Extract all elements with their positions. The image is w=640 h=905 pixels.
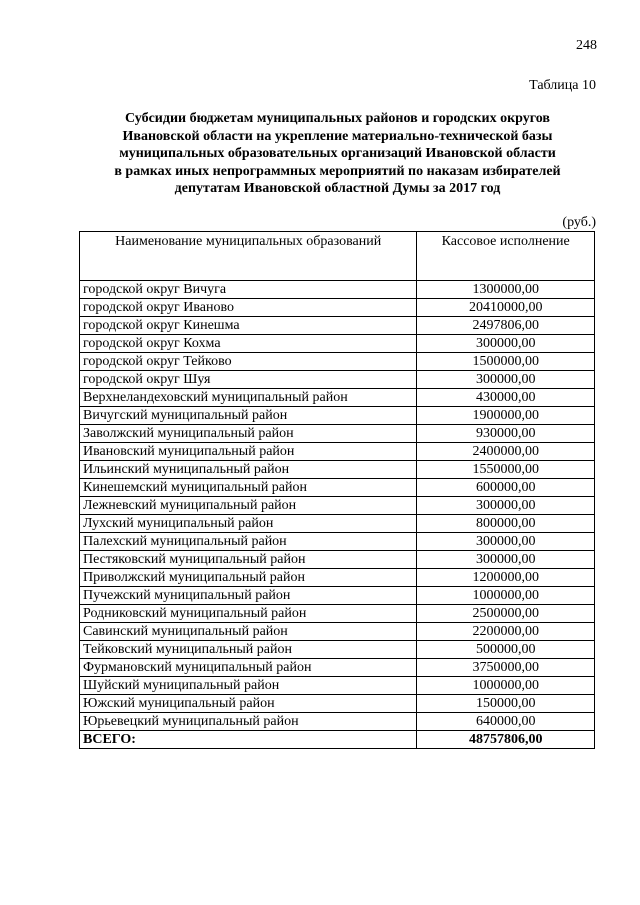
table-row	[80, 335, 595, 353]
municipality-name: Верхнеландеховский муниципальный район	[80, 389, 417, 407]
table-row	[80, 623, 595, 641]
cash-execution-value: 300000,00	[417, 551, 595, 569]
municipality-name: Пучежский муниципальный район	[80, 587, 417, 605]
cash-execution-value: 640000,00	[417, 713, 595, 731]
municipality-name: Лежневский муниципальный район	[80, 497, 417, 515]
table-row	[80, 317, 595, 335]
table-row	[80, 515, 595, 533]
table-row	[80, 533, 595, 551]
cash-execution-value: 600000,00	[417, 479, 595, 497]
cash-execution-value: 300000,00	[417, 371, 595, 389]
municipality-name: Пестяковский муниципальный район	[80, 551, 417, 569]
cash-execution-value: 1900000,00	[417, 407, 595, 425]
municipality-name: Приволжский муниципальный район	[80, 569, 417, 587]
table-row	[80, 281, 595, 299]
cash-execution-value: 2500000,00	[417, 605, 595, 623]
municipality-name: Кинешемский муниципальный район	[80, 479, 417, 497]
table-row	[80, 353, 595, 371]
table-row	[80, 695, 595, 713]
municipality-name: городской округ Тейково	[80, 353, 417, 371]
cash-execution-value: 1300000,00	[417, 281, 595, 299]
table-row	[80, 299, 595, 317]
cash-execution-value: 800000,00	[417, 515, 595, 533]
municipality-name: Юрьевецкий муниципальный район	[80, 713, 417, 731]
cash-execution-value: 1550000,00	[417, 461, 595, 479]
table-row	[80, 641, 595, 659]
title-line: муниципальных образовательных организаций Ивановской области	[119, 146, 556, 162]
municipality-name: Заволжский муниципальный район	[80, 425, 417, 443]
cash-execution-value: 1500000,00	[417, 353, 595, 371]
municipality-name: Родниковский муниципальный район	[80, 605, 417, 623]
table-body	[80, 281, 595, 749]
cash-execution-value: 300000,00	[417, 335, 595, 353]
municipality-name: Шуйский муниципальный район	[80, 677, 417, 695]
column-header-name: Наименование муниципальных образований	[80, 232, 417, 281]
column-header-amount: Кассовое исполнение	[417, 232, 595, 281]
municipality-name: городской округ Вичуга	[80, 281, 417, 299]
municipality-name: Вичугский муниципальный район	[80, 407, 417, 425]
municipality-name: городской округ Кинешма	[80, 317, 417, 335]
table-row	[80, 479, 595, 497]
municipality-name: городской округ Шуя	[80, 371, 417, 389]
municipality-name: Южский муниципальный район	[80, 695, 417, 713]
table-row	[80, 425, 595, 443]
cash-execution-value: 2200000,00	[417, 623, 595, 641]
table-row	[80, 551, 595, 569]
table-row	[80, 371, 595, 389]
table-row	[80, 677, 595, 695]
table-total-row	[80, 731, 595, 749]
cash-execution-value: 300000,00	[417, 497, 595, 515]
cash-execution-value: 20410000,00	[417, 299, 595, 317]
table-row	[80, 605, 595, 623]
table-row	[80, 659, 595, 677]
document-title	[80, 110, 595, 198]
municipality-name: Тейковский муниципальный район	[80, 641, 417, 659]
currency-unit: (руб.)	[562, 215, 596, 230]
table-row	[80, 587, 595, 605]
cash-execution-value: 3750000,00	[417, 659, 595, 677]
cash-execution-value: 1200000,00	[417, 569, 595, 587]
table-caption: Таблица 10	[529, 78, 596, 93]
municipality-name: городской округ Кохма	[80, 335, 417, 353]
title-line: Субсидии бюджетам муниципальных районов и городских округов	[125, 111, 550, 126]
cash-execution-value: 500000,00	[417, 641, 595, 659]
municipality-name: Палехский муниципальный район	[80, 533, 417, 551]
cash-execution-value: 1000000,00	[417, 677, 595, 695]
municipality-name: Ивановский муниципальный район	[80, 443, 417, 461]
municipality-name: Ильинский муниципальный район	[80, 461, 417, 479]
subsidies-table	[79, 231, 595, 749]
table-row	[80, 389, 595, 407]
municipality-name: Савинский муниципальный район	[80, 623, 417, 641]
cash-execution-value: 930000,00	[417, 425, 595, 443]
table-row	[80, 497, 595, 515]
total-value: 48757806,00	[417, 731, 595, 749]
municipality-name: Лухский муниципальный район	[80, 515, 417, 533]
cash-execution-value: 1000000,00	[417, 587, 595, 605]
municipality-name: городской округ Иваново	[80, 299, 417, 317]
cash-execution-value: 2497806,00	[417, 317, 595, 335]
total-label: ВСЕГО:	[80, 731, 417, 749]
cash-execution-value: 300000,00	[417, 533, 595, 551]
cash-execution-value: 430000,00	[417, 389, 595, 407]
cash-execution-value: 150000,00	[417, 695, 595, 713]
table-row	[80, 443, 595, 461]
municipality-name: Фурмановский муниципальный район	[80, 659, 417, 677]
table-header-row	[80, 232, 595, 281]
table-row	[80, 461, 595, 479]
table-row	[80, 569, 595, 587]
table-row	[80, 713, 595, 731]
cash-execution-value: 2400000,00	[417, 443, 595, 461]
title-line: в рамках иных непрограммных мероприятий по наказам избирателей	[114, 163, 561, 179]
table-row	[80, 407, 595, 425]
title-line: депутатам Ивановской областной Думы за 2017 год	[174, 181, 501, 197]
title-line: Ивановской области на укрепление материально-технической базы	[122, 128, 553, 144]
page-number: 248	[576, 38, 597, 53]
